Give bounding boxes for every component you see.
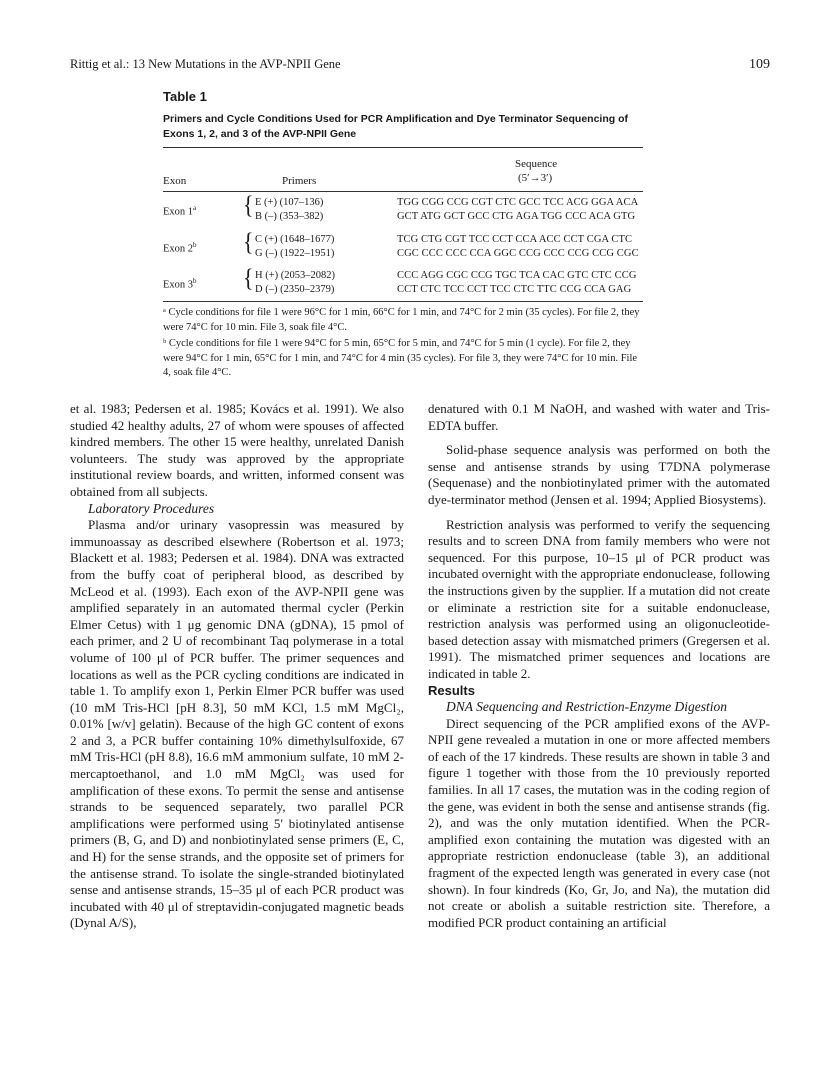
section-heading: Results xyxy=(428,682,475,698)
table-header-rule xyxy=(163,191,643,192)
brace-icon: { xyxy=(243,263,254,292)
body-paragraph: Direct sequencing of the PCR amplified exons of the AVP-NPII gene revealed a mutation in one or more affected members of each of the 17 kindreds. These results are shown in table 3 and figure 1 together with those from the 10 previously reported families. In all 17 cases, the mutation was in the coding region of the gene, was evident in both the sense and antisense strands (fig. 2), and was the only mutation identified. When the PCR-amplified exon containing the mutation was digested with an appropriate restriction endonuclease (table 3), an additional fragment of the expected length was generated in every case (not shown). In four kindreds (Ko, Gr, Jo, and Na), the mutation did not create or abolish a suitable restriction site. Therefore, a modified PCR product containing an artificial xyxy=(428,715,770,930)
col-header-sequence: Sequence xyxy=(515,158,558,170)
primer-sense: E (+) (107–136) xyxy=(255,197,324,208)
table-label: Table 1 xyxy=(163,89,207,104)
subsection-heading: DNA Sequencing and Restriction-Enzyme Digestion xyxy=(446,699,727,715)
brace-icon: { xyxy=(243,190,254,219)
body-paragraph: Plasma and/or urinary vasopressin was measured by immunoassay as described elsewhere (Robertson et al. 1973; Blackett et al. 1983; Pedersen et al. 1984). DNA was extracted from the buffy coat of peripheral blood, as described by McLeod et al. (1993). Each exon of the AVP-NPII gene was amplified separately in an automated thermal cycler (Perkin Elmer Cetus) with 1 μg genomic DNA (gDNA), 15 pmol of each primer, and 2 U of recombinant Taq polymerase in a total volume of 100 μl of PCR buffer. The primer sequences and locations as well as the PCR cycling conditions are indicated in table 1. To amplify exon 1, Perkin Elmer PCR buffer was used (10 mM Tris-HCl [pH 8.3], 50 mM KCl, 1.5 mM MgCl₂, 0.01% [w/v] gelatin). Because of the high GC content of exons 2 and 3, a PCR buffer containing 10% dimethylsulfoxide, 67 mM Tris-HCl (pH 8.8), 16.6 mM ammonium sulfate, 10 mM 2-mercaptoethanol, and 1.0 mM MgCl₂ was used for amplification of these exons. To permit the sense and antisense strands to be sequenced separately, two parallel PCR amplifications were performed using 5′ biotinylated antisense primers (B, G, and D) and nonbiotinylated sense primers (E, C, and H) for the sense strands, and the opposite set of primers for the antisense strand. To isolate the single-stranded biotinylated sense and antisense strands, 15–35 μl of each PCR product was incubated with 40 μl of streptavidin-conjugated magnetic beads (Dynal A/S), xyxy=(70,517,404,931)
col-header-sequence-sub: (5′→3′) xyxy=(518,172,553,184)
table-bottom-rule xyxy=(163,301,643,302)
body-paragraph: et al. 1983; Pedersen et al. 1985; Kovács et al. 1991). We also studied 42 healthy adults, 27 of whom were spouses of affected kindred members. The other 15 were healthy, unrelated Danish volunteers. The study was approved by the appropriate institutional review boards, and written, informed consent was obtained from all subjects. xyxy=(70,401,404,499)
body-paragraph: Restriction analysis was performed to verify the sequencing results and to screen DNA from family members who were not sequenced. For this purpose, 10–15 μl of PCR product was incubated overnight with the appropriate endonuclease, following the instructions given by the supplier. If a mutation did not create or eliminate a restriction site for a suitable endonuclease, restriction analysis was performed using an oligonucleotide-based detection assay with mismatched primers (Gregersen et al. 1991). The mismatched primer sequences and locations are indicated in table 2. xyxy=(428,516,770,681)
primer-antisense: D (–) (2350–2379) xyxy=(255,284,335,295)
subsection-heading: Laboratory Procedures xyxy=(88,500,215,516)
left-text-column xyxy=(70,401,404,932)
sequence-sense: CCC AGG CGC CCG TGC TCA CAC GTC CTC CCG xyxy=(397,270,637,281)
body-paragraph: denatured with 0.1 M NaOH, and washed with water and Tris-EDTA buffer. xyxy=(428,401,770,433)
primer-sense: H (+) (2053–2082) xyxy=(255,270,335,281)
exon-label: Exon 2$^b$ xyxy=(163,241,197,255)
running-title: Rittig et al.: 13 New Mutations in the AVP-NPII Gene xyxy=(70,57,341,71)
primer-antisense: G (–) (1922–1951) xyxy=(255,248,335,259)
sequence-antisense: GCT ATG GCT GCC CTG AGA TGG CCC ACA GTG xyxy=(397,211,636,222)
exon-label: Exon 1$^a$ xyxy=(163,204,197,218)
exon-label: Exon 3$^b$ xyxy=(163,277,197,291)
sequence-sense: TGG CGG CCG CGT CTC GCC TCC ACG GGA ACA xyxy=(397,197,639,208)
page-number: 109 xyxy=(749,57,770,72)
col-header-primers: Primers xyxy=(282,175,317,187)
body-paragraph: Solid-phase sequence analysis was performed on both the sense and antisense strands by using T7DNA polymerase (Sequenase) and the nonbiotinylated primer with the automated dye-terminator method (Jensen et al. 1994; Applied Biosystems). xyxy=(428,442,770,507)
table-footnote-a: ᵃ Cycle conditions for file 1 were 96°C for 1 min, 66°C for 1 min, and 74°C for 2 min (35 cycles). For file 2, they were 74°C for 10 min. File 3, soak file 4°C. xyxy=(163,307,640,333)
sequence-antisense: CGC CCC CCC CCA GGC CCG CCC CCG CCG CGC xyxy=(397,248,639,259)
sequence-antisense: CCT CTC TCC CCT TCC CTC TTC CCG CCA GAG xyxy=(397,284,632,295)
primer-sense: C (+) (1648–1677) xyxy=(255,234,335,245)
brace-icon: { xyxy=(243,227,254,256)
primer-antisense: B (–) (353–382) xyxy=(255,211,324,222)
sequence-sense: TCG CTG CGT TCC CCT CCA ACC CCT CGA CTC xyxy=(397,234,633,245)
col-header-exon: Exon xyxy=(163,175,187,187)
table-footnote-b: ᵇ Cycle conditions for file 1 were 94°C for 5 min, 65°C for 5 min, and 74°C for 5 min (1 cycle). For file 2, they were 94°C for 1 min, 65°C for 1 min, and 74°C for 4 min (35 cycles). For file 3, they were 74°C for 10 min. File 4, soak file 4°C. xyxy=(163,338,638,378)
right-text-column xyxy=(428,401,770,931)
running-head xyxy=(70,57,770,75)
table-caption: Primers and Cycle Conditions Used for PCR Amplification and Dye Terminator Sequencing of Exons 1, 2, and 3 of the AVP-NPII Gene xyxy=(163,113,628,140)
table-top-rule xyxy=(163,147,643,148)
